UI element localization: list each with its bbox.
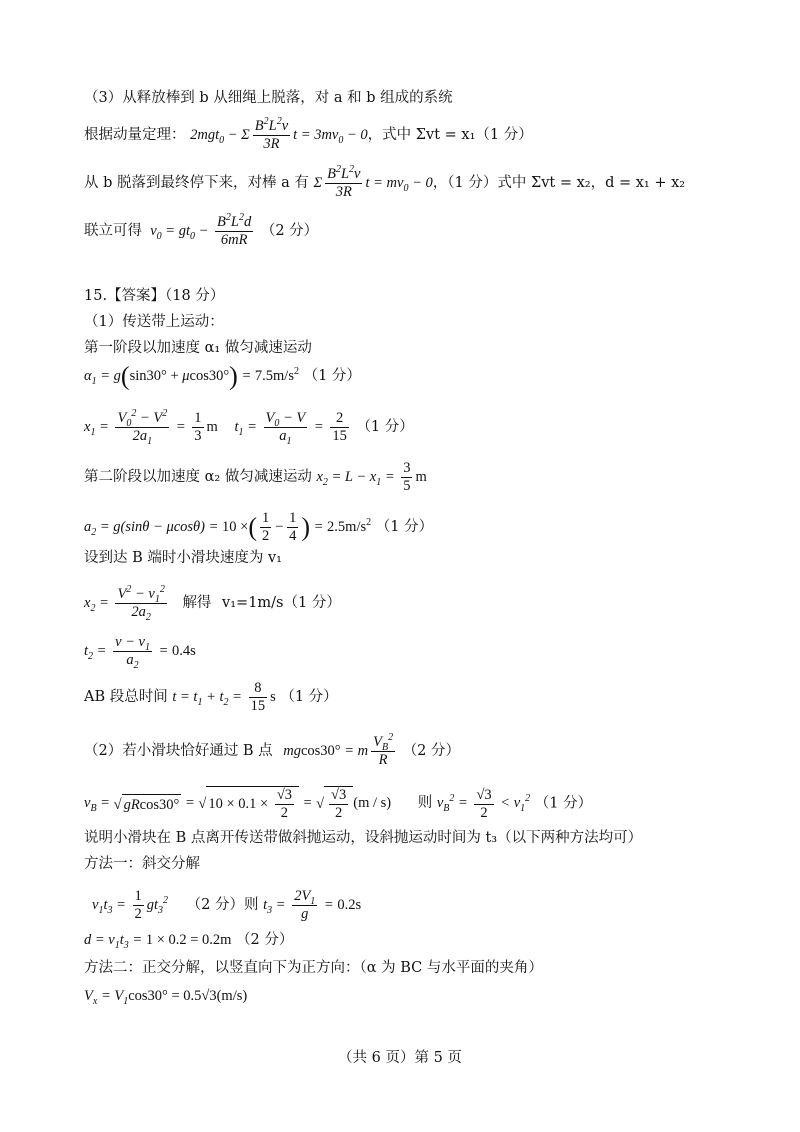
x1-score: （1 分）	[356, 418, 414, 435]
d-score: （2 分）	[236, 932, 294, 948]
method2-line	[84, 958, 543, 978]
momentum-theorem-line	[84, 118, 533, 153]
v1-value: v₁=1m/s	[222, 594, 284, 611]
stage1-line	[84, 338, 312, 358]
after-drop-line	[84, 166, 685, 201]
momentum-label: 根据动量定理：	[84, 126, 186, 143]
after-drop-note: ，（1 分）式中 Σvt = x₂，d = x₁ + x₂	[432, 174, 686, 191]
method1-line	[84, 854, 200, 874]
method2-text: 方法二：正交分解，以竖直向下为正方向：（α 为 BC 与水平面的夹角）	[84, 960, 543, 976]
t1-equation: $t_1$ = $\frac{V_0 - V}{a_1}$ = $\frac{2}{15}$	[234, 410, 347, 447]
ab-time-score: （1 分）	[280, 688, 338, 705]
method1-score: （2 分）	[186, 896, 244, 913]
x1-equation: $x_1$ = $\frac{V_0^2 - V^2}{2a_1}$ = $\frac{1}{3}$ m	[84, 408, 218, 447]
x1-t1-line	[84, 410, 414, 445]
ab-time-equation: $t = t_1 + t_2$ = $\frac{8}{15}$ s	[172, 680, 276, 714]
momentum-equation: 2mgt$_0$ − Σ $\frac{B^2L^2v}{3R}$ $t = 3mv_0 - 0$	[190, 116, 368, 152]
d-equation: $d = v_1t_3 = 1 \times 0.2 = 0.2m$	[84, 932, 232, 951]
after-drop-label: 从 b 脱落到最终停下来，对棒 a 有	[84, 174, 309, 191]
vx-line	[84, 986, 247, 1006]
q15-heading	[84, 286, 224, 306]
ab-time-line	[84, 680, 338, 715]
t2-equation: $t_2$ = $\frac{v - v_1}{a_2}$ = 0.4s	[84, 634, 196, 671]
after-drop-equation: Σ $\frac{B^2L^2v}{3R}$ $t = mv_0 - 0$	[313, 164, 433, 200]
a1-score: （1 分）	[303, 368, 361, 384]
vb-value-line	[84, 786, 592, 822]
vb-intro-text: 设到达 B 端时小滑块速度为 v₁	[84, 550, 282, 566]
stage2-line	[84, 460, 427, 495]
part3-intro-text: （3）从释放棒到 b 从细绳上脱落，对 a 和 b 组成的系统	[84, 90, 453, 106]
combine-score: （2 分）	[260, 222, 319, 239]
x2-equation: $x_2$ = $\frac{V^2 - v_1^2}{2a_2}$	[84, 584, 165, 623]
part3-intro	[84, 88, 453, 108]
q15-sub2-line	[84, 734, 460, 769]
t2-line	[84, 634, 196, 669]
combine-line	[84, 214, 318, 249]
circular-equation: mgcos30° = m $\frac{V_B^2}{R}$	[283, 732, 394, 768]
page-footer: （共 6 页）第 5 页	[338, 1050, 462, 1066]
stage2-text: 第二阶段以加速度 α₂ 做匀减速运动	[84, 468, 312, 485]
v0-result: $v_0 = gt_0$ − $\frac{B^2L^2d}{6mR}$	[146, 212, 252, 248]
a2-equation: $a_2 = g(\sin\theta - \mu\cos\theta) = 10$ ×( $\frac{1}{2}$ − $\frac{1}{4}$ ) = $2.5m/s^2$	[84, 510, 372, 544]
then-label: 则	[417, 795, 433, 812]
method1-text: 方法一：斜交分解	[84, 856, 200, 872]
sub2-score: （2 分）	[402, 742, 461, 759]
a1-equation: $\alpha_1 = g(\sin 30^\circ + \mu\cos 30^\circ) = 7.5m/s^2$	[84, 361, 299, 391]
x2-solve-label: 解得	[182, 594, 212, 611]
vb-intro-line	[84, 548, 282, 568]
a1-line	[84, 361, 361, 391]
vx-equation: $V_x = V_1\cos 30^\circ = 0.5√3(m/s)$	[84, 988, 248, 1007]
x2-length-equation: $x_2 = L - x_1$ = $\frac{3}{5}$ m	[316, 460, 427, 494]
method1-then: 则	[244, 896, 259, 913]
method1-eq-line	[84, 888, 361, 923]
method1-equation: $v_1t_3$ = $\frac{1}{2}$ $gt_3^2$	[92, 888, 169, 922]
explain-line	[84, 828, 642, 848]
vb-equation: $v_B$ = √ gRcos30° = √ 10 × 0.1 × $\frac{√3}{2}$ = √ $\frac{√3}{2}$ (m / s)	[84, 787, 392, 821]
a2-line	[84, 510, 433, 545]
d-line	[84, 930, 293, 950]
x2-line	[84, 586, 341, 621]
explain-text: 说明小滑块在 B 点离开传送带做斜抛运动，设斜抛运动时间为 t₃（以下两种方法均可）	[84, 830, 643, 846]
combine-label: 联立可得	[84, 222, 142, 239]
vb-score: （1 分）	[534, 795, 593, 812]
a2-score: （1 分）	[375, 518, 434, 535]
ab-time-label: AB 段总时间	[84, 688, 168, 705]
q15-sub1	[84, 312, 224, 332]
momentum-note: ，式中 Σvt = x₁（1 分）	[367, 126, 533, 143]
v1-score: （1 分）	[283, 594, 341, 611]
vb-compare: $v_B^2$ = $\frac{√3}{2}$ < $v_1^2$	[436, 786, 531, 821]
t3-equation: $t_3$ = $\frac{2V_1}{g}$ = 0.2s	[263, 888, 362, 922]
stage1-text: 第一阶段以加速度 α₁ 做匀减速运动	[84, 340, 312, 356]
q15-sub1-text: （1）传送带上运动：	[84, 314, 224, 330]
q15-heading-text: 15.【答案】（18 分）	[84, 288, 225, 304]
q15-sub2-text: （2）若小滑块恰好通过 B 点	[84, 742, 273, 759]
